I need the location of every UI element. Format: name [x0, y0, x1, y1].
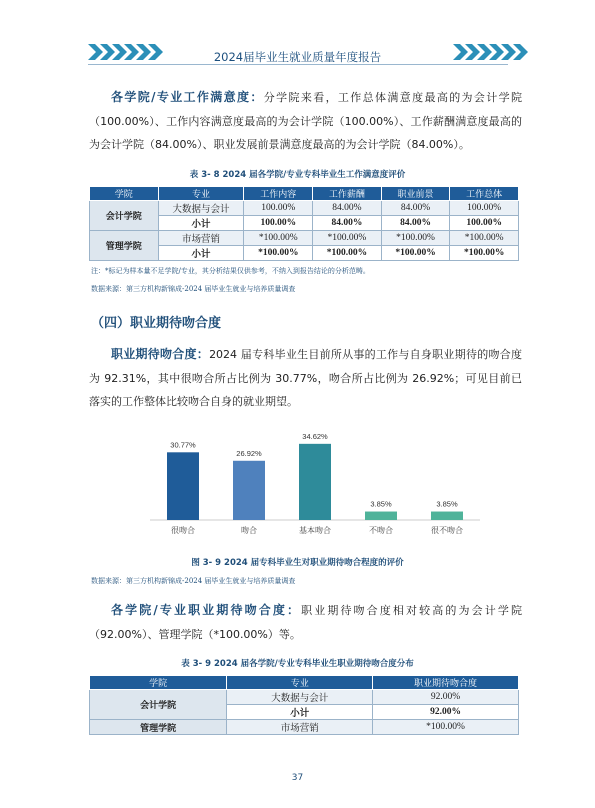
- bar: [233, 461, 265, 520]
- table-note: 注：*标记为样本量不足学院/专业，其分析结果仅供参考，不纳入到报告结论的分析范畴。: [91, 267, 370, 275]
- paragraph-career-match: [89, 343, 522, 414]
- category-label: 很吻合: [171, 526, 195, 535]
- figure-caption: 图 3- 9 2024 届专科毕业生对职业期待吻合程度的评价: [191, 558, 404, 568]
- table-header-cell: 职业前景: [381, 187, 450, 201]
- bar: [431, 512, 463, 520]
- bar-value-label: 26.92%: [236, 448, 262, 458]
- paragraph-lead: 各学院/专业职业期待吻合度：: [111, 603, 302, 617]
- paragraph-text: 职业期待吻合度相对较高的为会计学院（92.00%）、管理学院（*100.00%）等。: [89, 604, 523, 641]
- category-label: 很不吻合: [431, 526, 463, 535]
- table-row: [90, 690, 519, 705]
- bar: [365, 512, 397, 520]
- school-cell: 管理学院: [90, 720, 227, 735]
- table-cell: 100.00%: [244, 216, 313, 231]
- table-cell: 84.00%: [313, 201, 382, 216]
- table-header-cell: 职业期待吻合度: [373, 676, 519, 690]
- table-cell: *100.00%: [373, 720, 519, 735]
- paragraph-text: 2024 届专科毕业生目前所从事的工作与自身职业期待的吻合度为 92.31%，其中很吻合所占比例为 30.77%，吻合所占比例为 26.92%；可见目前已落实的工作整体比较吻合自身的就业期望。: [89, 348, 522, 408]
- table-cell: *100.00%: [313, 231, 382, 246]
- bar: [299, 444, 331, 520]
- paragraph-text: 分学院来看，工作总体满意度最高的为会计学院（100.00%）、工作内容满意度最高的为会计学院（100.00%）、工作薪酬满意度最高的为会计学院（84.00%）、职业发展前景满意度最高的为会计学院（84.00%）。: [89, 91, 523, 151]
- table-cell: 100.00%: [450, 216, 519, 231]
- header-right-chevrons: [420, 44, 528, 60]
- career-match-bar-chart: [150, 420, 480, 540]
- school-cell: 会计学院: [90, 201, 159, 231]
- career-match-table: [89, 675, 519, 735]
- table-cell: *100.00%: [244, 246, 313, 261]
- table-header-cell: 工作薪酬: [313, 187, 382, 201]
- table-header-cell: 工作总体: [450, 187, 519, 201]
- paragraph-lead: 职业期待吻合度：: [111, 347, 210, 361]
- table-cell: 大数据与会计: [158, 201, 244, 216]
- bar-value-label: 30.77%: [170, 440, 196, 450]
- category-label: 不吻合: [369, 526, 393, 535]
- table-cell: *100.00%: [381, 246, 450, 261]
- table-header-cell: 工作内容: [244, 187, 313, 201]
- data-source: 数据来源：第三方机构新锦成-2024 届毕业生就业与培养质量调查: [91, 577, 296, 585]
- table-cell: *100.00%: [450, 246, 519, 261]
- table-cell: 100.00%: [450, 201, 519, 216]
- table-cell: 市场营销: [158, 231, 244, 246]
- table-row: [90, 720, 519, 735]
- table-cell: *100.00%: [313, 246, 382, 261]
- table-cell: *100.00%: [381, 231, 450, 246]
- paragraph-lead: 各学院/专业工作满意度：: [111, 90, 264, 104]
- table-cell: 100.00%: [244, 201, 313, 216]
- category-label: 基本吻合: [299, 526, 331, 535]
- bar-value-label: 34.62%: [302, 431, 328, 441]
- section-heading: （四）职业期待吻合度: [91, 316, 222, 331]
- satisfaction-table: [89, 186, 519, 261]
- data-source: 数据来源：第三方机构新锦成-2024 届毕业生就业与培养质量调查: [91, 285, 296, 293]
- bar-value-label: 3.85%: [436, 499, 458, 509]
- table-caption: 表 3- 9 2024 届各学院/专业专科毕业生职业期待吻合度分布: [181, 659, 414, 669]
- bar-value-label: 3.85%: [370, 499, 392, 509]
- table-cell: 市场营销: [227, 720, 373, 735]
- table-row: [90, 231, 519, 246]
- paragraph-work-satisfaction: [89, 86, 522, 157]
- table-cell: 84.00%: [381, 216, 450, 231]
- table-cell: 大数据与会计: [227, 690, 373, 705]
- page-number: 37: [291, 773, 304, 783]
- table-cell: 小计: [158, 246, 244, 261]
- table-cell: 84.00%: [381, 201, 450, 216]
- header-divider: [88, 64, 508, 65]
- table-cell: 小计: [227, 705, 373, 720]
- bar: [167, 452, 199, 520]
- table-cell: 92.00%: [373, 705, 519, 720]
- table-caption: 表 3- 8 2024 届各学院/专业专科毕业生工作满意度评价: [189, 170, 406, 180]
- category-label: 吻合: [241, 526, 257, 535]
- table-cell: 84.00%: [313, 216, 382, 231]
- table-header-cell: 学院: [90, 187, 159, 201]
- paragraph-school-match: [89, 599, 522, 646]
- table-header-cell: 专业: [227, 676, 373, 690]
- table-header-cell: 学院: [90, 676, 227, 690]
- table-header-cell: 专业: [158, 187, 244, 201]
- header-title: 2024届毕业生就业质量年度报告: [213, 50, 382, 64]
- table-cell: *100.00%: [450, 231, 519, 246]
- table-row: [90, 201, 519, 216]
- school-cell: 管理学院: [90, 231, 159, 261]
- table-cell: 92.00%: [373, 690, 519, 705]
- table-cell: 小计: [158, 216, 244, 231]
- school-cell: 会计学院: [90, 690, 227, 720]
- table-cell: *100.00%: [244, 231, 313, 246]
